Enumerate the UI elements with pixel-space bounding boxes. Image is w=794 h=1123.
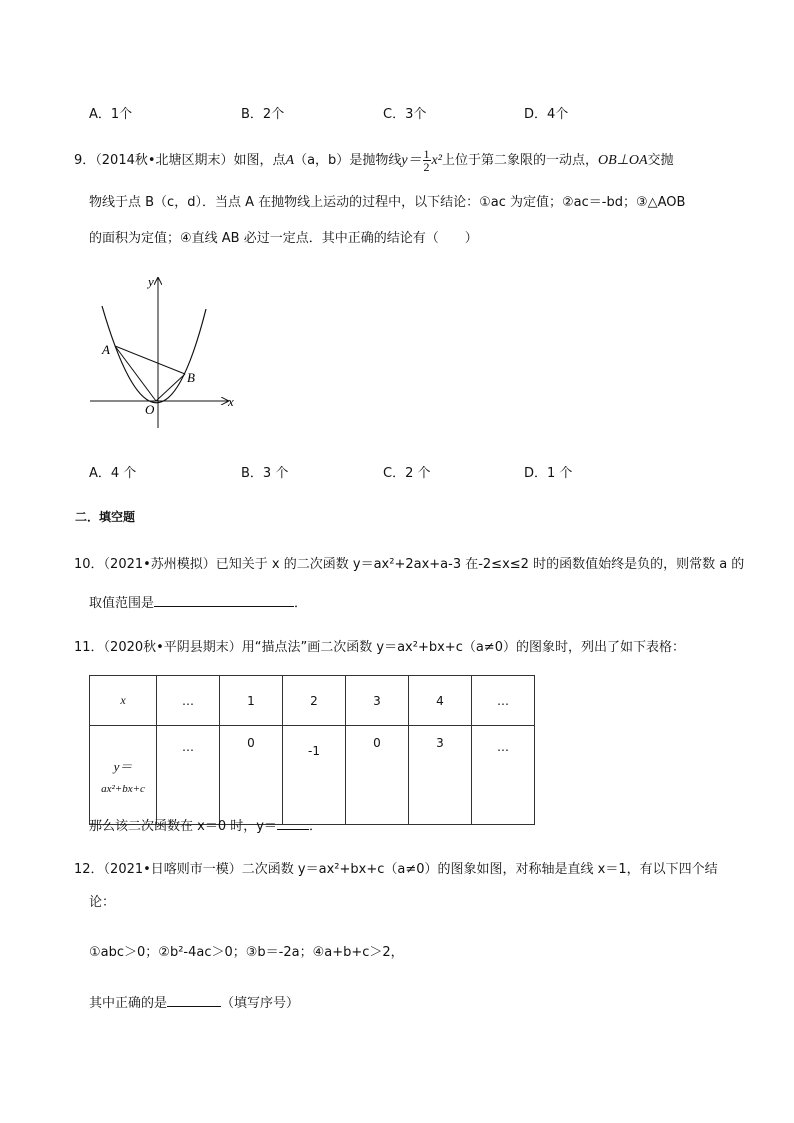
q12-answer-prefix: 其中正确的是 bbox=[89, 996, 168, 1011]
q9-suffix: 上位于第二象限的一动点， bbox=[441, 153, 598, 168]
table-header-x: x bbox=[90, 676, 157, 726]
q9-option-c: C．2 个 bbox=[383, 466, 431, 481]
q9-option-a: A．4 个 bbox=[89, 466, 137, 481]
segment-ob bbox=[156, 374, 185, 401]
q11-after-suffix: ． bbox=[308, 819, 322, 834]
q11-after bbox=[89, 815, 322, 837]
q10-line2-suffix: ． bbox=[294, 596, 308, 611]
q8-option-b: B．2个 bbox=[241, 107, 285, 122]
q11-line1: 11．（2020秋•平阴县期末）用“描点法”画二次函数 y＝ax²+bx+c（a≠0）的图象时，列出了如下表格： bbox=[74, 640, 685, 655]
table-header-y bbox=[90, 726, 157, 825]
table-cell: … bbox=[157, 726, 220, 825]
table-cell: -1 bbox=[283, 726, 346, 825]
q12-line2: 论： bbox=[89, 895, 116, 910]
q8-option-c: C．3个 bbox=[383, 107, 427, 122]
table-header-y-line1: y＝ bbox=[113, 758, 133, 774]
table-header-y-line2: ax²+bx+c bbox=[101, 782, 145, 795]
table-cell: … bbox=[472, 676, 535, 726]
q9-line3: 的面积为定值；④直线 AB 必过一定点．其中正确的结论有（ ） bbox=[89, 231, 478, 246]
q9-perp: OB⊥OA bbox=[597, 153, 648, 168]
parabola-curve bbox=[102, 306, 206, 403]
table-cell: 2 bbox=[283, 676, 346, 726]
q12-answer bbox=[89, 992, 299, 1014]
table-cell: 0 bbox=[220, 726, 283, 825]
label-y: y bbox=[148, 274, 154, 289]
table-cell: … bbox=[157, 676, 220, 726]
table-cell: 3 bbox=[346, 676, 409, 726]
q9-frac-num: 1 bbox=[423, 147, 430, 161]
q8-option-a: A．1个 bbox=[89, 107, 133, 122]
q9-eq-x2: x² bbox=[431, 153, 442, 168]
table-cell: 0 bbox=[346, 726, 409, 825]
q9-option-d: D．1 个 bbox=[524, 466, 573, 481]
q9-option-b: B．3 个 bbox=[241, 466, 289, 481]
parabola-graph bbox=[86, 272, 246, 437]
q9-mid: 是抛物线 bbox=[349, 153, 402, 168]
q9-line1 bbox=[74, 148, 674, 173]
q12-answer-blank[interactable] bbox=[167, 992, 221, 1007]
label-b: B bbox=[187, 370, 195, 385]
q10-answer-blank[interactable] bbox=[154, 592, 294, 607]
table-row-y bbox=[90, 726, 535, 825]
table-cell: … bbox=[472, 726, 535, 825]
values-table bbox=[89, 675, 535, 825]
table-cell: 3 bbox=[409, 726, 472, 825]
q10-line1: 10．（2021•苏州模拟）已知关于 x 的二次函数 y＝ax²+2ax+a-3 在-2≤x≤2 时的函数值始终是负的，则常数 a 的 bbox=[74, 557, 745, 572]
q9-tail: 交抛 bbox=[647, 153, 674, 168]
q9-coords-a: （a，b） bbox=[294, 153, 350, 168]
q10-line2-prefix: 取值范围是 bbox=[89, 596, 155, 611]
q12-answer-suffix: （填写序号） bbox=[221, 996, 300, 1011]
q11-after-prefix: 那么该二次函数在 x＝0 时，y＝ bbox=[89, 819, 277, 834]
q9-prefix: 9．（2014秋•北塘区期末）如图，点 bbox=[74, 153, 286, 168]
q9-line2: 物线于点 B（c，d）．当点 A 在抛物线上运动的过程中，以下结论：①ac 为定值；②ac＝-bd；③△AOB bbox=[89, 195, 686, 210]
label-a: A bbox=[102, 342, 110, 357]
q11-answer-blank[interactable] bbox=[277, 815, 309, 830]
q8-option-d: D．4个 bbox=[524, 107, 569, 122]
table-row-x bbox=[90, 676, 535, 726]
q9-point-a: A bbox=[285, 153, 295, 168]
q9-eq-y: y＝ bbox=[401, 153, 422, 168]
table-cell: 4 bbox=[409, 676, 472, 726]
label-x: x bbox=[228, 394, 234, 409]
section-title: 二．填空题 bbox=[75, 510, 136, 524]
table-cell: 1 bbox=[220, 676, 283, 726]
q9-frac-den: 2 bbox=[423, 160, 430, 174]
q12-conclusions: ①abc＞0；②b²-4ac＞0；③b＝-2a；④a+b+c＞2， bbox=[89, 945, 404, 960]
q9-fraction bbox=[423, 148, 431, 173]
label-o: O bbox=[145, 402, 155, 417]
q10-line2 bbox=[89, 592, 307, 614]
q12-line1: 12．（2021•日喀则市一模）二次函数 y＝ax²+bx+c（a≠0）的图象如图，对称轴是直线 x＝1，有以下四个结 bbox=[74, 862, 718, 877]
